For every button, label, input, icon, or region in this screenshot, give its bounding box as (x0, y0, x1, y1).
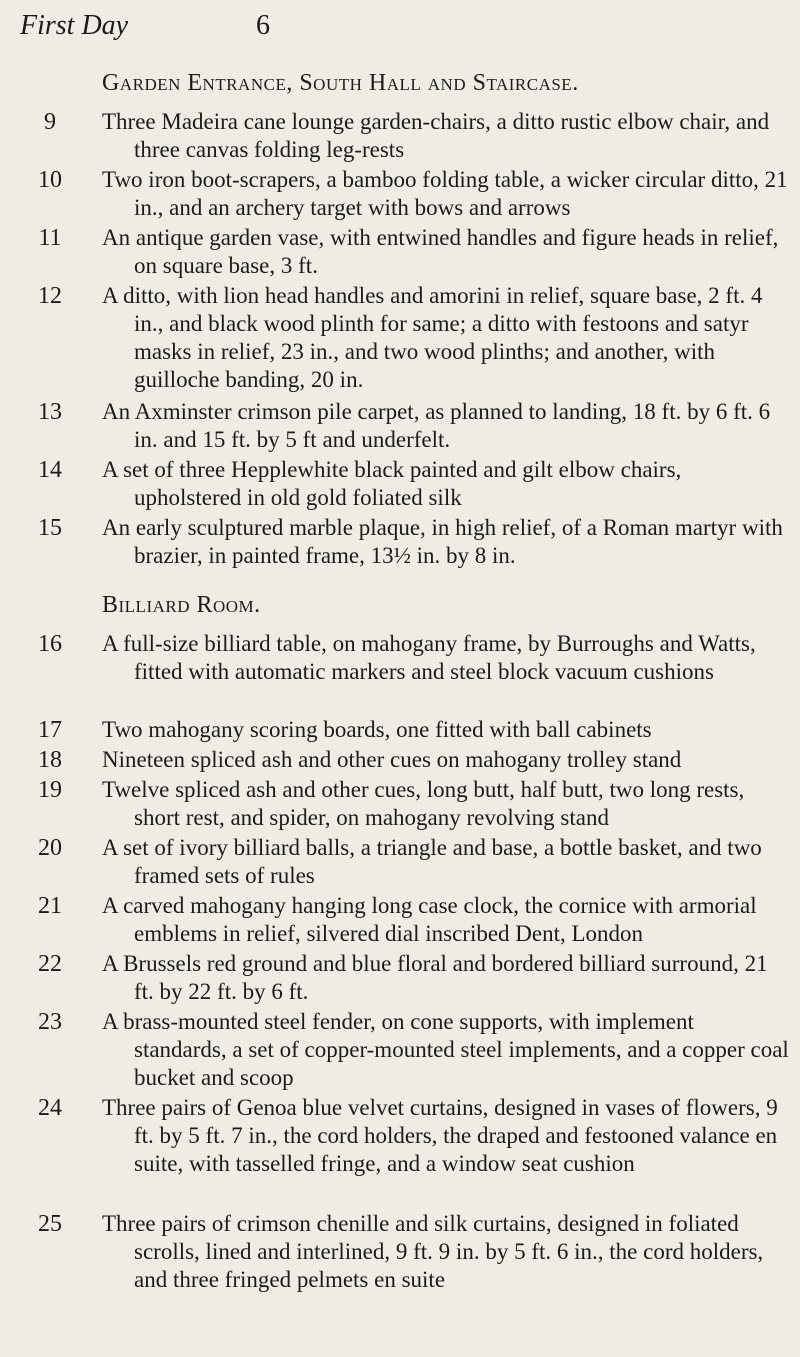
lot-description: An antique garden vase, with entwined handles and figure heads in relief, on square base, 3 ft. (102, 225, 779, 278)
lot-item (30, 1008, 790, 1092)
lot-item (30, 456, 790, 512)
lot-description: A set of three Hepplewhite black painted and gilt elbow chairs, upholstered in old gold foliated silk (102, 457, 682, 510)
lot-item (30, 776, 790, 832)
lot-description: An Axminster crimson pile carpet, as planned to landing, 18 ft. by 6 ft. 6 in. and 15 ft. by 5 ft and underfelt. (102, 399, 771, 452)
lot-number: 9 (44, 109, 56, 135)
lot-number: 12 (38, 283, 62, 309)
lot-item (30, 108, 790, 164)
lot-description: Two iron boot-scrapers, a bamboo folding table, a wicker circular ditto, 21 in., and an archery target with bows and arrows (102, 167, 788, 220)
lot-number: 15 (38, 515, 62, 541)
running-head (20, 10, 270, 42)
lot-description: Nineteen spliced ash and other cues on mahogany trolley stand (102, 747, 682, 772)
running-title: First Day (20, 10, 129, 41)
lot-item (30, 1094, 790, 1178)
page-number: 6 (256, 10, 270, 41)
section-heading-garden-entrance: Garden Entrance, South Hall and Staircase. (102, 70, 579, 96)
lot-description: Two mahogany scoring boards, one fitted with ball cabinets (102, 717, 652, 742)
lot-number: 16 (38, 631, 62, 657)
lot-number: 14 (38, 457, 62, 483)
lot-item (30, 630, 790, 686)
lot-item (30, 282, 790, 394)
lot-description: A ditto, with lion head handles and amorini in relief, square base, 2 ft. 4 in., and black wood plinth for same; a ditto with festoons and satyr masks in relief, 23 in., and two wood plinths; and another, with guilloche banding, 20 in. (102, 283, 763, 392)
lot-number: 23 (38, 1009, 62, 1035)
lot-number: 18 (38, 747, 62, 773)
lot-description: Twelve spliced ash and other cues, long butt, half butt, two long rests, short rest, and spider, on mahogany revolving stand (102, 777, 745, 830)
lot-description: A full-size billiard table, on mahogany frame, by Burroughs and Watts, fitted with automatic markers and steel block vacuum cushions (102, 631, 756, 684)
lot-description: A carved mahogany hanging long case clock, the cornice with armorial emblems in relief, silvered dial inscribed Dent, London (102, 893, 757, 946)
lot-item (30, 950, 790, 1006)
lot-number: 22 (38, 951, 62, 977)
lot-item (30, 746, 790, 774)
lot-item (30, 892, 790, 948)
lot-description: A brass-mounted steel fender, on cone supports, with implement standards, a set of copper-mounted steel implements, and a copper coal bucket and scoop (102, 1009, 789, 1090)
lot-number: 21 (38, 893, 62, 919)
section-heading-billiard-room: Billiard Room. (102, 592, 261, 618)
lot-description: Three pairs of Genoa blue velvet curtains, designed in vases of flowers, 9 ft. by 5 ft. 7 in., the cord holders, the draped and festooned valance en suite, with tasselled fringe, and a window seat cushion (102, 1095, 778, 1176)
lot-description: A Brussels red ground and blue floral and bordered billiard surround, 21 ft. by 22 ft. by 6 ft. (102, 951, 768, 1004)
lot-number: 19 (38, 777, 62, 803)
lot-number: 24 (38, 1095, 62, 1121)
lot-number: 10 (38, 167, 62, 193)
lot-number: 20 (38, 835, 62, 861)
lot-item (30, 224, 790, 280)
lot-item (30, 834, 790, 890)
lot-number: 11 (38, 225, 62, 251)
lot-item (30, 398, 790, 454)
lot-number: 17 (38, 717, 62, 743)
lot-item (30, 514, 790, 570)
lot-item (30, 1210, 790, 1294)
lot-description: An early sculptured marble plaque, in high relief, of a Roman martyr with brazier, in painted frame, 13½ in. by 8 in. (102, 515, 783, 568)
lot-number: 13 (38, 399, 62, 425)
lot-item (30, 166, 790, 222)
lot-item (30, 716, 790, 744)
lot-description: Three pairs of crimson chenille and silk curtains, designed in foliated scrolls, lined and interlined, 9 ft. 9 in. by 5 ft. 6 in., the cord holders, and three fringed pelmets en suite (102, 1211, 764, 1292)
lot-description: Three Madeira cane lounge garden-chairs, a ditto rustic elbow chair, and three canvas folding leg-rests (102, 109, 770, 162)
lot-number: 25 (38, 1211, 62, 1237)
lot-description: A set of ivory billiard balls, a triangle and base, a bottle basket, and two framed sets of rules (102, 835, 762, 888)
